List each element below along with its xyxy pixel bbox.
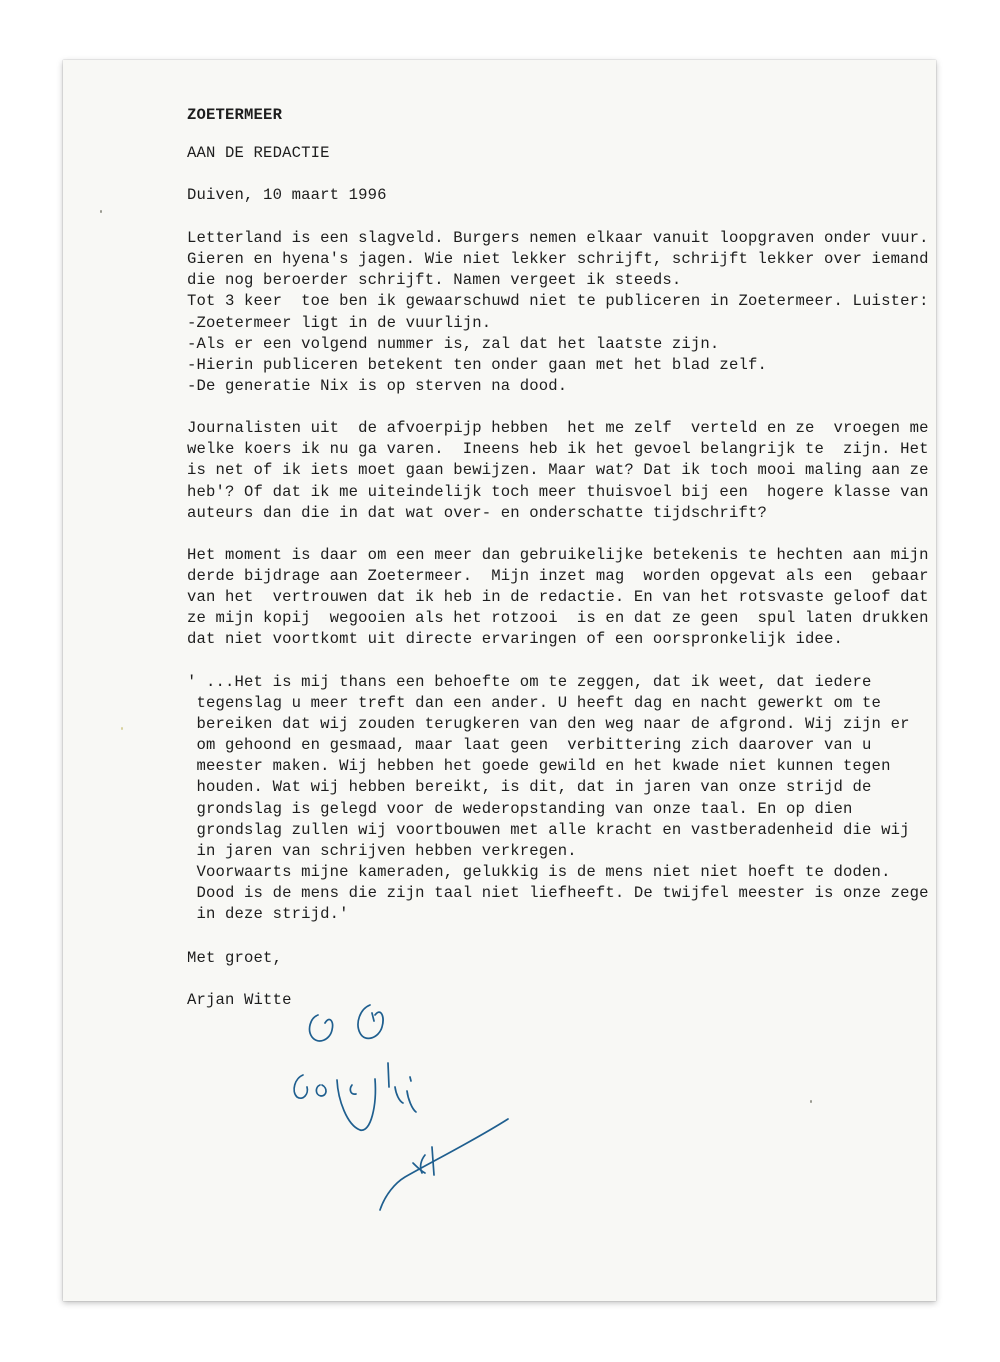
body-line: van het vertrouwen dat ik heb in de redactie. En van het rotsvaste geloof dat (187, 588, 929, 607)
body-line: bereiken dat wij zouden terugkeren van den weg naar de afgrond. Wij zijn er (187, 714, 910, 733)
body-line: houden. Wat wij hebben bereikt, is dit, dat in jaren van onze strijd de (187, 778, 872, 797)
body-line: auteurs dan die in dat wat over- en onderschatte tijdschrift? (187, 503, 767, 522)
paper-speck (810, 1100, 812, 1103)
body-line: -De generatie Nix is op sterven na dood. (187, 376, 568, 395)
body-line: ' ...Het is mij thans een behoefte om te zeggen, dat ik weet, dat iedere (187, 672, 872, 691)
letter-author: Arjan Witte (187, 991, 292, 1009)
body-line: grondslag is gelegd voor de wederopstanding van onze taal. En op dien (187, 799, 853, 818)
body-line: -Als er een volgend nummer is, zal dat het laatste zijn. (187, 334, 720, 353)
letter-date: Duiven, 10 maart 1996 (187, 186, 387, 204)
body-line: om gehoond en gesmaad, maar laat geen verbittering zich daarover van u (187, 736, 872, 755)
body-line: Letterland is een slagveld. Burgers nemen elkaar vanuit loopgraven onder vuur. (187, 229, 929, 247)
body-line: welke koers ik nu ga varen. Ineens heb ik het gevoel belangrijk te zijn. Het (187, 440, 929, 459)
paper-speck (100, 210, 102, 213)
body-line: Journalisten uit de afvoerpijp hebben het me zelf verteld en ze vroegen me (187, 419, 929, 438)
letter-header: ZOETERMEER (187, 106, 283, 124)
body-line: meester maken. Wij hebben het goede gewild en het kwade niet kunnen tegen (187, 757, 891, 776)
body-line: tegenslag u meer treft dan een ander. U heeft dag en nacht gewerkt om te (187, 693, 882, 712)
paper-speck (121, 727, 123, 730)
body-line: dat niet voortkomt uit directe ervaringen of een oorspronkelijk idee. (187, 630, 844, 649)
body-line: -Hierin publiceren betekent ten onder gaan met het blad zelf. (187, 355, 767, 374)
body-line: is net of ik iets moet gaan bewijzen. Maar wat? Dat ik toch mooi maling aan ze (187, 461, 929, 480)
letter-recipient: AAN DE REDACTIE (187, 144, 330, 162)
body-line: -Zoetermeer ligt in de vuurlijn. (187, 313, 492, 332)
body-line: ze mijn kopij wegooien als het rotzooi is en dat ze geen spul laten drukken (187, 609, 929, 628)
body-line: in deze strijd.' (187, 905, 349, 924)
body-line: in jaren van schrijven hebben verkregen. (187, 841, 577, 860)
letter-closing: Met groet, (187, 949, 283, 967)
body-line: Het moment is daar om een meer dan gebruikelijke betekenis te hechten aan mijn (187, 545, 929, 564)
body-line: die nog beroerder schrijft. Namen vergeet ik steeds. (187, 271, 682, 290)
body-line: grondslag zullen wij voortbouwen met alle kracht en vastberadenheid die wij (187, 820, 910, 839)
body-line: Tot 3 keer toe ben ik gewaarschuwd niet te publiceren in Zoetermeer. Luister: (187, 292, 929, 311)
body-line: Dood is de mens die zijn taal niet liefheeft. De twijfel meester is onze zege (187, 884, 929, 903)
body-line: Voorwaarts mijne kameraden, gelukkig is de mens niet niet hoeft te doden. (187, 862, 891, 881)
body-line: Gieren en hyena's jagen. Wie niet lekker schrijft, schrijft lekker over iemand (187, 250, 929, 269)
handwritten-signature (285, 995, 525, 1215)
body-line: heb'? Of dat ik me uiteindelijk toch meer thuisvoel bij een hogere klasse van (187, 482, 929, 501)
body-line: derde bijdrage aan Zoetermeer. Mijn inzet mag worden opgevat als een gebaar (187, 567, 929, 586)
